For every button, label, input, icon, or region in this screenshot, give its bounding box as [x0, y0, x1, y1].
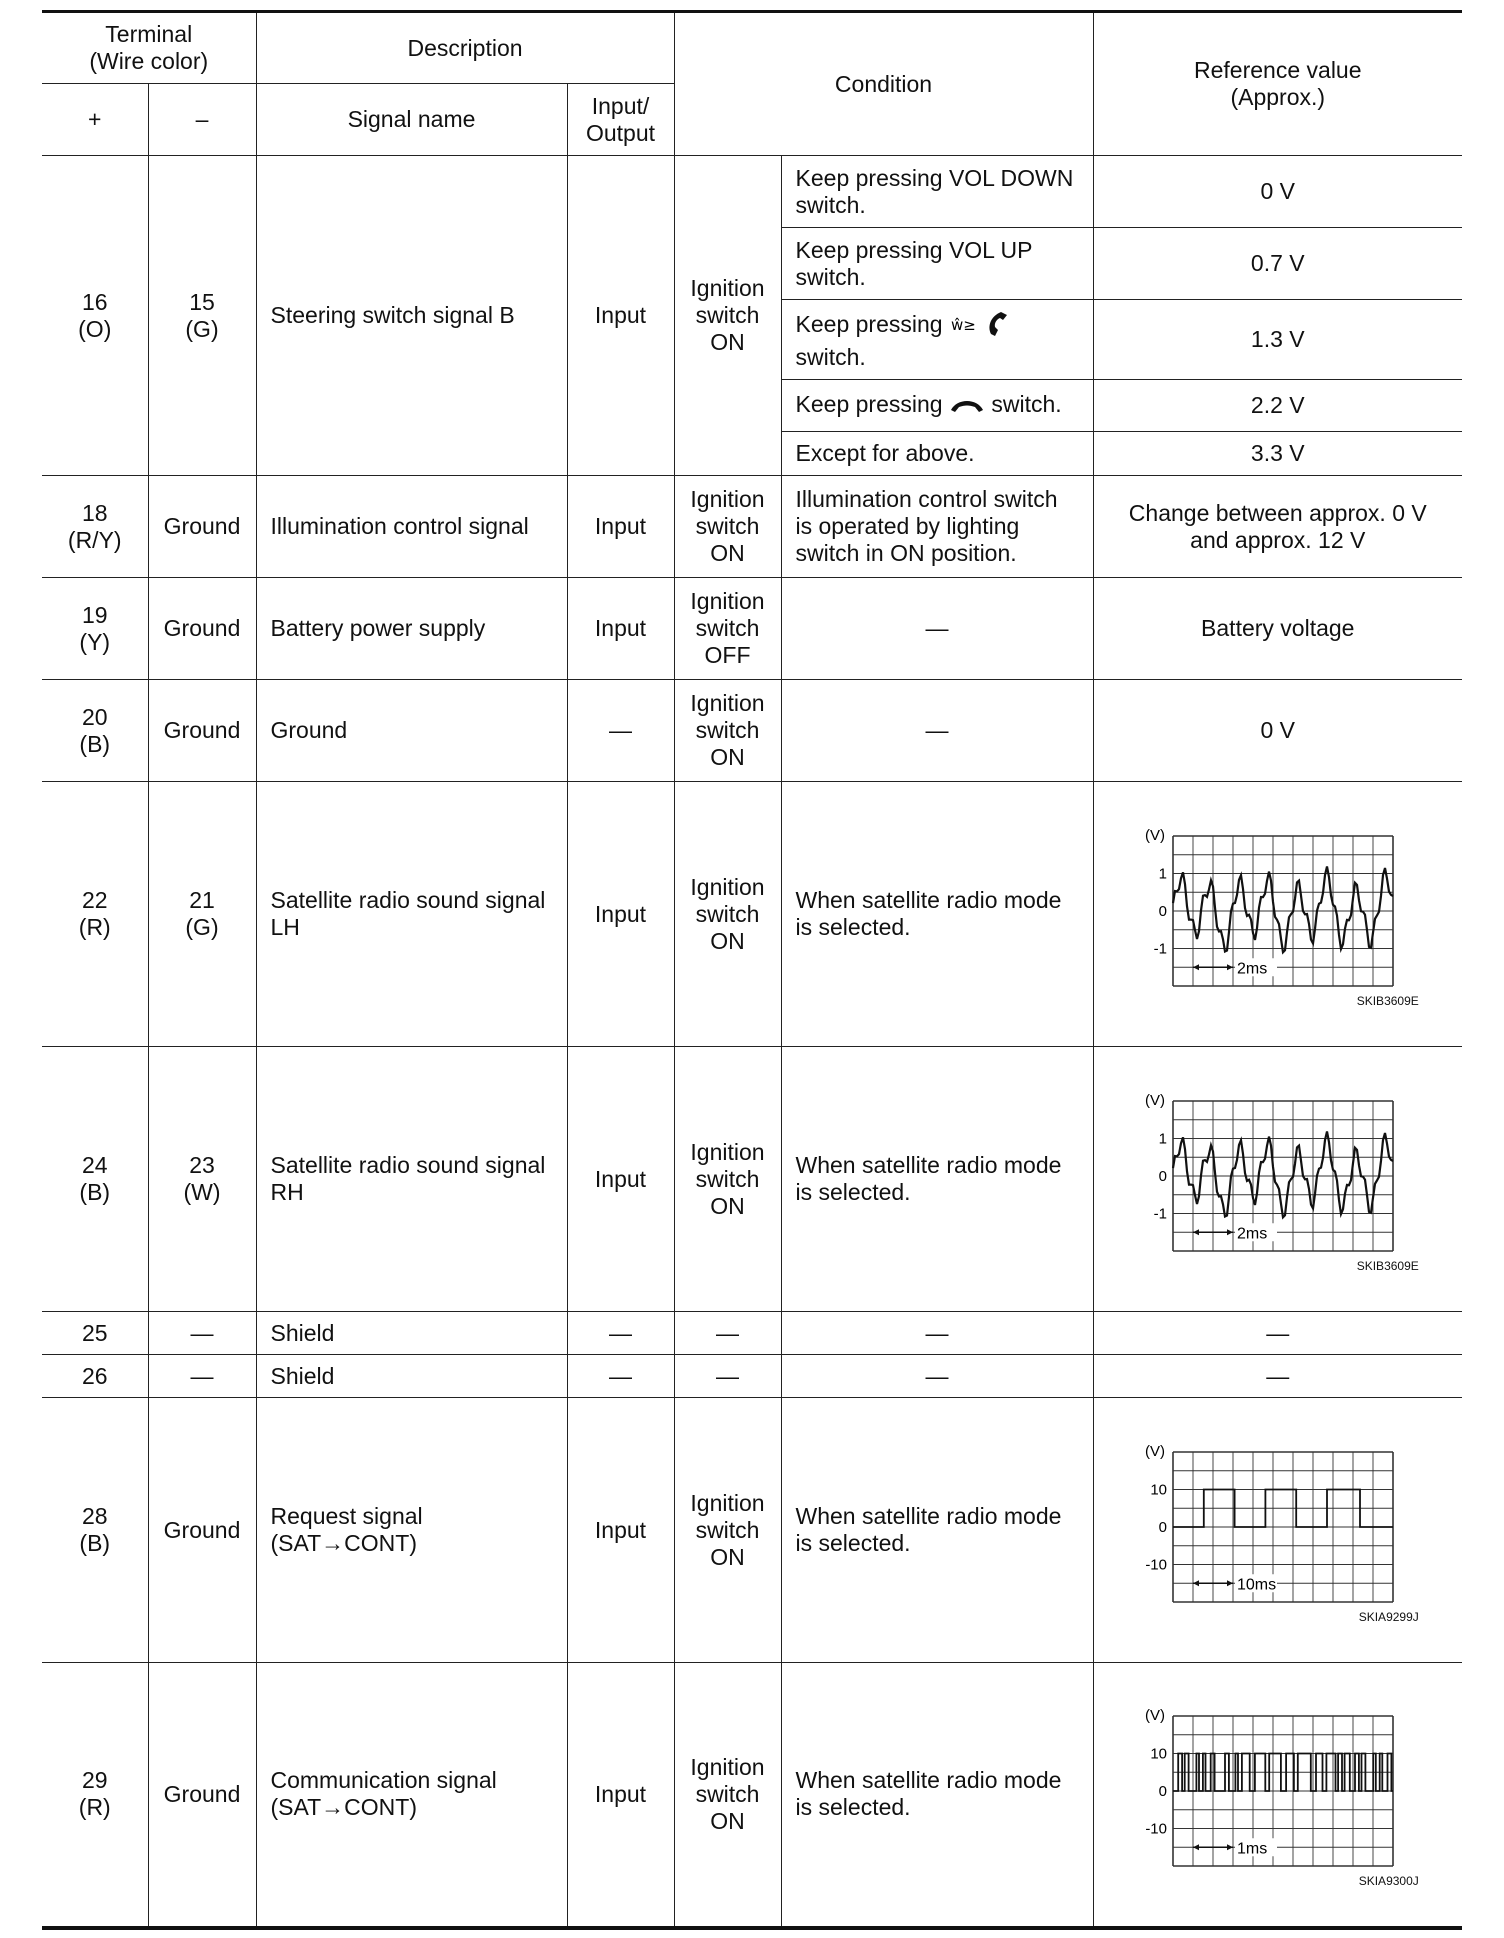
signal-name: Battery power supply	[256, 578, 567, 680]
ignition-condition: Ignition switch ON	[674, 1398, 781, 1663]
reference-value-waveform	[1093, 782, 1462, 1047]
graph-y-tick: 0	[1158, 1168, 1167, 1185]
reference-value: 0 V	[1093, 680, 1462, 782]
condition: When satellite radio mode is selected.	[781, 782, 1093, 1047]
minus-terminal: 15 (G)	[148, 156, 256, 476]
reference-value: 0 V	[1093, 156, 1462, 228]
plus-terminal: 18 (R/Y)	[42, 476, 148, 578]
time-scale-label: 2ms	[1236, 960, 1267, 978]
reference-value-header: Reference value (Approx.)	[1093, 12, 1462, 156]
waveform-graph	[1133, 1085, 1423, 1273]
reference-value-waveform	[1093, 1398, 1462, 1663]
minus-terminal: Ground	[148, 578, 256, 680]
graph-y-tick: -1	[1153, 1205, 1167, 1223]
condition: When satellite radio mode is selected.	[781, 1663, 1093, 1928]
signal-name: Satellite radio sound signal LH	[256, 782, 567, 1047]
table-row	[42, 1312, 1462, 1355]
reference-value: 1.3 V	[1093, 300, 1462, 380]
voice-phone-icon	[949, 308, 1011, 344]
waveform-svg	[1133, 1700, 1423, 1870]
ignition-condition: Ignition switch ON	[674, 782, 781, 1047]
condition: Illumination control switch is operated by lighting switch in ON position.	[781, 476, 1093, 578]
minus-terminal: 21 (G)	[148, 782, 256, 1047]
hang-up-icon	[949, 393, 985, 420]
ignition-condition: Ignition switch OFF	[674, 578, 781, 680]
reference-value: —	[1093, 1312, 1462, 1355]
table-row	[42, 1398, 1462, 1663]
table-row	[42, 782, 1462, 1047]
reference-value: Change between approx. 0 V and approx. 12 V	[1093, 476, 1462, 578]
graph-y-tick: -10	[1145, 1820, 1167, 1838]
figure-code: SKIB3609E	[1356, 1259, 1419, 1273]
plus-terminal: 19 (Y)	[42, 578, 148, 680]
graph-y-tick: 10	[1150, 1745, 1167, 1763]
condition: —	[781, 1312, 1093, 1355]
waveform-graph	[1133, 1700, 1423, 1888]
svg-text:ŵ≥: ŵ≥	[950, 316, 976, 334]
signal-name: Satellite radio sound signal RH	[256, 1047, 567, 1312]
graph-y-tick: 10	[1150, 1481, 1167, 1499]
ignition-condition: Ignition switch ON	[674, 1047, 781, 1312]
minus-terminal: —	[148, 1312, 256, 1355]
description-header: Description	[256, 12, 674, 84]
terminal-table-container	[42, 10, 1462, 1930]
io-type: Input	[567, 1047, 674, 1312]
graph-y-tick: -1	[1153, 940, 1167, 958]
graph-y-tick: 1	[1158, 1130, 1167, 1148]
io-type: —	[567, 680, 674, 782]
reference-value: 2.2 V	[1093, 380, 1462, 432]
io-type: Input	[567, 1663, 674, 1928]
minus-terminal: —	[148, 1355, 256, 1398]
reference-value: 3.3 V	[1093, 432, 1462, 476]
plus-terminal: 20 (B)	[42, 680, 148, 782]
sub-condition: Keep pressing VOL UP switch.	[781, 228, 1093, 300]
table-row	[42, 1047, 1462, 1312]
minus-terminal: Ground	[148, 1398, 256, 1663]
graph-y-unit: (V)	[1144, 1443, 1165, 1460]
plus-terminal: 24 (B)	[42, 1047, 148, 1312]
io-type: Input	[567, 1398, 674, 1663]
minus-terminal: 23 (W)	[148, 1047, 256, 1312]
io-type: Input	[567, 476, 674, 578]
waveform-svg	[1133, 1085, 1423, 1255]
figure-code: SKIA9299J	[1358, 1610, 1419, 1624]
plus-terminal: 28 (B)	[42, 1398, 148, 1663]
signal-name: Steering switch signal B	[256, 156, 567, 476]
signal-name: Ground	[256, 680, 567, 782]
graph-y-unit: (V)	[1144, 1707, 1165, 1725]
io-type: —	[567, 1355, 674, 1398]
terminal-header: Terminal (Wire color)	[42, 12, 256, 84]
minus-terminal: Ground	[148, 1663, 256, 1928]
condition: —	[781, 578, 1093, 680]
time-scale-label: 2ms	[1236, 1225, 1267, 1243]
ignition-condition: Ignition switch ON	[674, 476, 781, 578]
plus-header: +	[42, 84, 148, 156]
table-row	[42, 1355, 1462, 1398]
sub-condition: Keep pressing ŵ≥ switch.	[781, 300, 1093, 380]
table-row	[42, 476, 1462, 578]
condition: When satellite radio mode is selected.	[781, 1398, 1093, 1663]
ignition-condition: Ignition switch ON	[674, 1663, 781, 1928]
sub-condition: Keep pressing VOL DOWN switch.	[781, 156, 1093, 228]
minus-header: –	[148, 84, 256, 156]
minus-terminal: Ground	[148, 680, 256, 782]
table-row	[42, 1663, 1462, 1928]
signal-name-header: Signal name	[256, 84, 567, 156]
ignition-condition: —	[674, 1355, 781, 1398]
table-row	[42, 156, 1462, 228]
time-scale-label: 10ms	[1236, 1576, 1276, 1594]
condition: —	[781, 1355, 1093, 1398]
waveform-graph	[1133, 820, 1423, 1008]
io-type: Input	[567, 782, 674, 1047]
plus-terminal: 16 (O)	[42, 156, 148, 476]
terminal-reference-table	[42, 10, 1462, 1930]
graph-y-tick: 0	[1158, 903, 1167, 920]
graph-y-tick: -10	[1145, 1556, 1167, 1574]
waveform-svg	[1133, 820, 1423, 990]
graph-y-tick: 1	[1158, 865, 1167, 883]
header-row-1	[42, 12, 1462, 84]
waveform-graph	[1133, 1436, 1423, 1624]
ignition-condition: —	[674, 1312, 781, 1355]
plus-terminal: 22 (R)	[42, 782, 148, 1047]
graph-y-unit: (V)	[1144, 1092, 1165, 1109]
io-header: Input/ Output	[567, 84, 674, 156]
signal-name: Request signal (SAT→CONT)	[256, 1398, 567, 1663]
graph-y-tick: 0	[1158, 1783, 1167, 1801]
table-row	[42, 578, 1462, 680]
reference-value-waveform	[1093, 1047, 1462, 1312]
table-row	[42, 680, 1462, 782]
reference-value: —	[1093, 1355, 1462, 1398]
reference-value: 0.7 V	[1093, 228, 1462, 300]
plus-terminal: 29 (R)	[42, 1663, 148, 1928]
condition: —	[781, 680, 1093, 782]
waveform-svg	[1133, 1436, 1423, 1606]
sub-condition: Except for above.	[781, 432, 1093, 476]
time-scale-label: 1ms	[1236, 1840, 1267, 1858]
sub-condition: Keep pressing switch.	[781, 380, 1093, 432]
condition-header: Condition	[674, 12, 1093, 156]
plus-terminal: 25	[42, 1312, 148, 1355]
signal-name: Illumination control signal	[256, 476, 567, 578]
figure-code: SKIA9300J	[1358, 1874, 1419, 1889]
reference-value-waveform	[1093, 1663, 1462, 1928]
condition: When satellite radio mode is selected.	[781, 1047, 1093, 1312]
io-type: —	[567, 1312, 674, 1355]
signal-name: Shield	[256, 1312, 567, 1355]
signal-name: Shield	[256, 1355, 567, 1398]
waveform-trace	[1173, 1132, 1393, 1218]
graph-y-unit: (V)	[1144, 827, 1165, 844]
graph-y-tick: 0	[1158, 1519, 1167, 1536]
waveform-trace	[1173, 867, 1393, 953]
signal-name: Communication signal (SAT→CONT)	[256, 1663, 567, 1928]
reference-value: Battery voltage	[1093, 578, 1462, 680]
ignition-condition: Ignition switch ON	[674, 680, 781, 782]
figure-code: SKIB3609E	[1356, 994, 1419, 1008]
ignition-condition: Ignition switch ON	[674, 156, 781, 476]
plus-terminal: 26	[42, 1355, 148, 1398]
io-type: Input	[567, 156, 674, 476]
io-type: Input	[567, 578, 674, 680]
minus-terminal: Ground	[148, 476, 256, 578]
